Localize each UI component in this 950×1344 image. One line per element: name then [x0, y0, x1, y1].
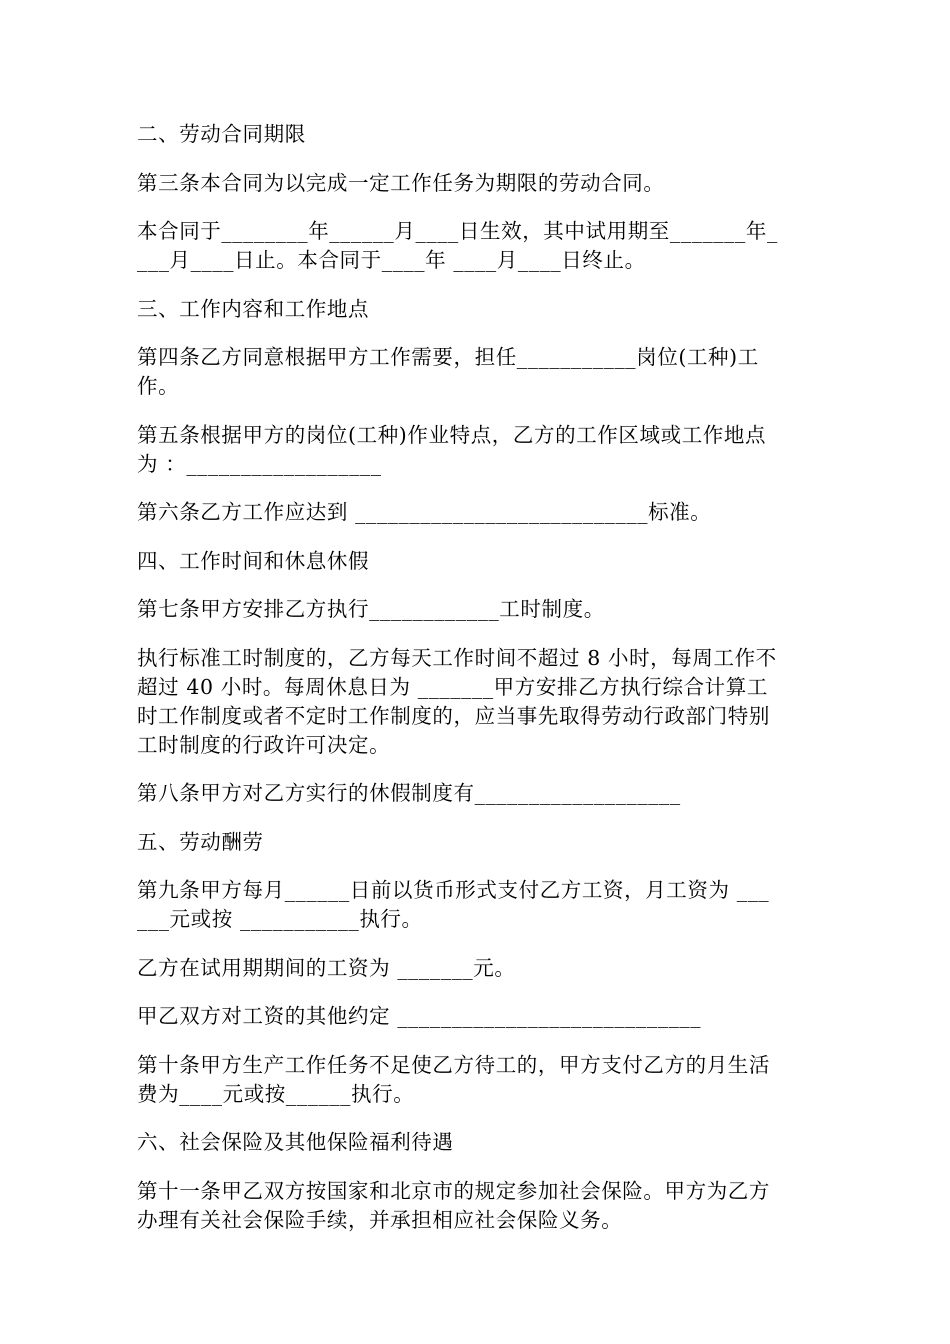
document-page	[137, 120, 817, 1254]
article-5: 第五条根据甲方的岗位(工种)作业特点，乙方的工作区域或工作地点 为 ：__________________	[137, 422, 767, 476]
article-6: 第六条乙方工作应达到 ___________________________标准。	[137, 500, 712, 524]
section-heading-work-content: 三、工作内容和工作地点	[137, 296, 370, 321]
section-heading-contract-term: 二、劳动合同期限	[137, 122, 306, 146]
other-wage-agreement-paragraph: 甲乙双方对工资的其他约定 ____________________________	[137, 1004, 702, 1028]
article-3: 第三条本合同为以完成一定工作任务为期限的劳动合同。	[137, 170, 665, 195]
article-10: 第十条甲方生产工作任务不足使乙方待工的，甲方支付乙方的月生活 费为____元或按______执行。	[137, 1052, 770, 1106]
section-heading-working-hours: 四、工作时间和休息休假	[137, 548, 370, 573]
article-7: 第七条甲方安排乙方执行____________工时制度。	[137, 597, 605, 621]
article-9: 第九条甲方每月______日前以货币形式支付乙方工资，月工资为 ___ ___元或按 ___________执行。	[137, 878, 770, 931]
standard-hours-paragraph: 执行标准工时制度的，乙方每天工作时间不超过 8 小时，每周工作不 超过 40 小时。每周休息日为 _______甲方安排乙方执行综合计算工 时工作制度或者不定时工作制度的，应当事先取得劳动行政部门特别 工时制度的行政许可决定。	[137, 645, 777, 757]
article-4: 第四条乙方同意根据甲方工作需要，担任___________岗位(工种)工 作。	[137, 345, 759, 398]
contract-dates-paragraph: 本合同于________年______月____日生效，其中试用期至_______年_ ___月____日止。本合同于____年 ____月____日终止。	[137, 219, 778, 272]
probation-wage-paragraph: 乙方在试用期期间的工资为 _______元。	[137, 955, 516, 980]
section-heading-remuneration: 五、劳动酬劳	[137, 829, 264, 854]
article-11: 第十一条甲乙双方按国家和北京市的规定参加社会保险。甲方为乙方 办理有关社会保险手续，并承担相应社会保险义务。	[137, 1178, 770, 1232]
article-8: 第八条甲方对乙方实行的休假制度有___________________	[137, 781, 681, 805]
section-heading-social-insurance: 六、社会保险及其他保险福利待遇	[137, 1130, 454, 1154]
